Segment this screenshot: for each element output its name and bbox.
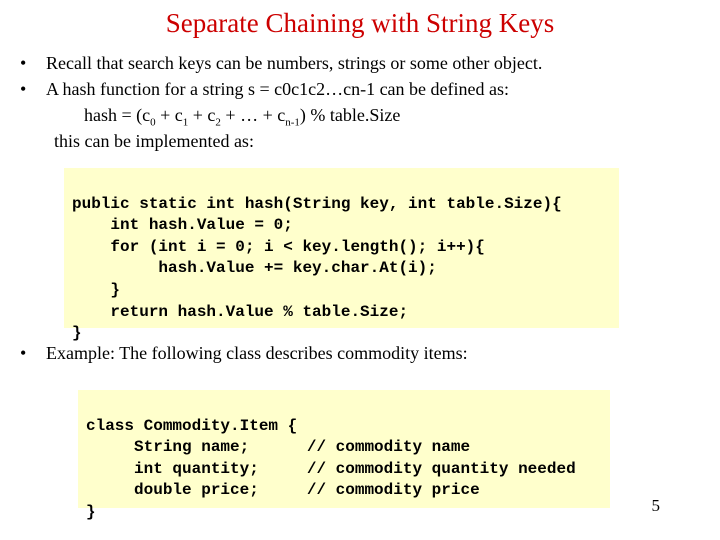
bullet-dot: • <box>20 79 27 99</box>
code-line: hash.Value += key.char.At(i); <box>72 259 437 278</box>
code-line: } <box>86 502 96 521</box>
code-line: String name; // commodity name <box>86 438 471 457</box>
formula-part: hash = (c <box>84 105 151 125</box>
formula-subscript: 0 <box>150 116 156 129</box>
code-line: for (int i = 0; i < key.length(); i++){ <box>72 237 485 256</box>
code-line: return hash.Value % table.Size; <box>72 302 409 321</box>
implementation-note: this can be implemented as: <box>54 131 254 151</box>
bullet-search-keys <box>20 52 542 74</box>
bullet-hash-function <box>20 78 509 100</box>
bullet-example <box>20 342 468 364</box>
formula-part: + c <box>155 105 183 125</box>
code-line: double price; // commodity price <box>86 481 480 500</box>
code-line: int quantity; // commodity quantity needed <box>86 459 576 478</box>
formula-subscript: 1 <box>182 116 189 129</box>
formula-part: + … + c <box>220 105 286 125</box>
hash-code-block <box>64 168 619 343</box>
bullet-text: A hash function for a string s = c0c1c2…cn-1 can be defined as: <box>46 79 510 99</box>
code-line: class Commodity.Item { <box>86 416 298 435</box>
slide-title: Separate Chaining with String Keys <box>165 8 555 38</box>
bullet-dot: • <box>20 53 27 73</box>
bullet-text: Example: The following class describes commodity items: <box>46 343 468 363</box>
class-code-block <box>78 390 610 521</box>
code-line: } <box>72 324 82 343</box>
formula-part: + c <box>188 105 216 125</box>
formula-part: ) % table.Size <box>299 105 401 125</box>
bullet-dot: • <box>20 343 27 363</box>
formula-subscript: n-1 <box>285 116 300 129</box>
code-line: int hash.Value = 0; <box>72 216 293 235</box>
bullet-text: Recall that search keys can be numbers, strings or some other object. <box>46 53 543 73</box>
formula-subscript: 2 <box>215 116 221 129</box>
code-line: } <box>72 280 121 299</box>
code-line: public static int hash(String key, int table.Size){ <box>72 194 562 213</box>
page-number: 5 <box>651 496 660 515</box>
